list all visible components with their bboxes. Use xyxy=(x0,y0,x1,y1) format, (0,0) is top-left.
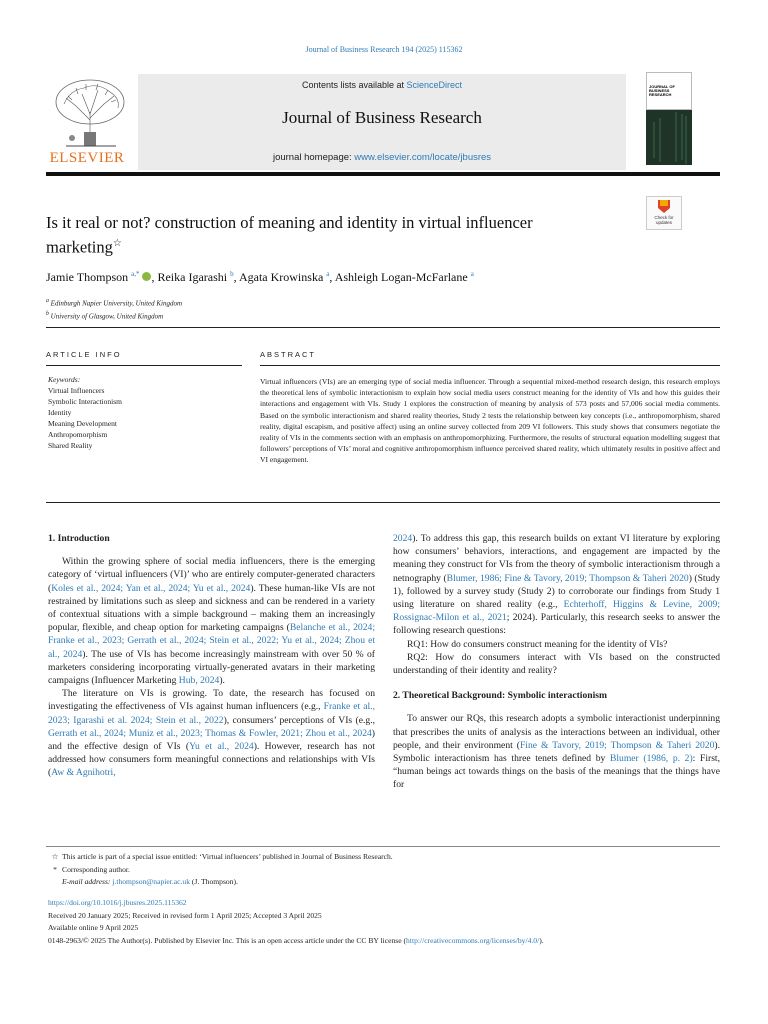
body-paragraph: Within the growing sphere of social media influencers, there is the emerging category of ‘virtual influencers (VI)’ who are entirely computer-generated characters (Koles et al., 2024; Yan et al., 2024; Yu et al., 2024). These human-like VIs are not restrained by limitations such as sleep and sickness and can be rendered in a variety of contextual situations with a simple background – making them an increasingly popular, flexible, and cheap option for marketing campaigns (Belanche et al., 2024; Franke et al., 2023; Gerrath et al., 2024; Stein et al., 2022; Yu et al., 2024; Zhou et al., 2024). The use of VIs has become increasingly mainstream with over 50 % of marketers considering incorporating virtually-generated avatars in their marketing campaigns (Influencer Marketing Hub, 2024). xyxy=(48,556,375,687)
citation-link[interactable]: Franke et al., 2023; Igarashi et al. 2024; Stein et al., 2022 xyxy=(48,701,375,726)
keywords-block xyxy=(48,374,122,451)
keyword: Virtual Influencers xyxy=(48,386,105,395)
article-info-heading: ARTICLE INFO xyxy=(46,350,122,359)
keyword: Shared Reality xyxy=(48,441,93,450)
keyword: Symbolic Interactionism xyxy=(48,397,122,406)
elsevier-tree-icon xyxy=(46,76,128,150)
citation-link[interactable]: Echterhoff, Higgins & Levine, 2009; Rossignac-Milon et al., 2021 xyxy=(393,599,720,624)
received-dates: Received 20 January 2025; Received in revised form 1 April 2025; Accepted 3 April 2025 xyxy=(48,910,322,920)
header-divider xyxy=(46,172,720,176)
author-name[interactable]: Agata Krowinska xyxy=(238,270,324,284)
article-info-divider xyxy=(46,365,242,366)
citation-link[interactable]: Gerrath et al., 2024; Muniz et al., 2023; Thomas & Fowler, 2021; Zhou et al., 2024 xyxy=(48,727,372,739)
journal-cover-image[interactable] xyxy=(646,72,692,165)
journal-title: Journal of Business Research xyxy=(282,108,482,127)
author-list: Jamie Thompson $^{a,*}$ , Reika Igarashi $^b$, Agata Krowinska $^a$, Ashleigh Logan-McFarlane $^a$ xyxy=(46,270,474,284)
footnote-corresponding: Corresponding author. xyxy=(62,864,130,874)
footnotes: ☆ This article is part of a special issue entitled: ‘Virtual influencers’ published in Journal of Business Research. * Corresponding author. E-mail address: j.thompson@napier.ac.uk (J. Thompson). xyxy=(51,852,393,886)
abstract-divider xyxy=(260,365,720,366)
section-heading-theory: 2. Theoretical Background: Symbolic interactionism xyxy=(393,690,607,702)
journal-reference[interactable]: Journal of Business Research 194 (2025) 115362 xyxy=(305,45,463,54)
author-name[interactable]: Reika Igarashi xyxy=(157,270,228,284)
keywords-label: Keywords: xyxy=(48,375,81,384)
available-online: Available online 9 April 2025 xyxy=(48,923,139,932)
affiliations: $^a$ Edinburgh Napier University, United Kingdom $^b$ University of Glasgow, United Kingdom xyxy=(46,298,183,321)
homepage-link[interactable]: www.elsevier.com/locate/jbusres xyxy=(354,152,492,163)
section-divider xyxy=(46,327,720,328)
footnote-special-issue: This article is part of a special issue entitled: ‘Virtual influencers’ published in Journal of Business Research. xyxy=(62,852,393,861)
check-for-updates-badge[interactable] xyxy=(646,196,682,230)
orcid-icon[interactable] xyxy=(142,272,151,281)
citation-link[interactable]: Blumer, 1986; Fine & Tavory, 2019; Thompson & Taheri 2020 xyxy=(446,572,689,584)
publisher-wordmark: ELSEVIER xyxy=(49,150,125,166)
publication-info: https://doi.org/10.1016/j.jbusres.2025.115362 Received 20 January 2025; Received in revised form 1 April 2025; Accepted 3 April 2025 Available online 9 April 2025 0148-2963/© 2025 The Author(s). Published by Elsevier Inc. This is an open access article under the CC BY license (http://creativecommons.org/licenses/by/4.0/). xyxy=(48,897,728,947)
section-heading-introduction: 1. Introduction xyxy=(48,533,110,544)
research-question-1: RQ1: How do consumers construct meaning for the identity of VIs? xyxy=(407,638,668,650)
keyword: Meaning Development xyxy=(48,419,117,428)
check-updates-label: Check for updates xyxy=(654,215,674,225)
abstract-bottom-divider xyxy=(46,502,720,503)
doi-link[interactable]: https://doi.org/10.1016/j.jbusres.2025.115362 xyxy=(48,898,187,907)
abstract-text: Virtual influencers (VIs) are an emerging type of social media influencer. Through a sequential mixed-method research design, this research employs the theoretical lens of symbolic interactionism to explain how social media users construct meaning for the identity of VIs and how this guides their interactions and engagement with VIs. Study 1 explores the construction of meaning by analysis of 573 posts and 57,006 social media comments. Based on the symbolic interactionism and shared reality theories, Study 2 tests the relationship between key concepts (i.e., anthropomorphism, shared reality, digital escapism, and positive affect) using an online survey collected from 209 VI followers. This study shows that consumers negotiate the reality of VIs in the comments section with an emphasis on anthropomorphizing. Furthermore, the results of structural equation modelling suggest that followers’ perceptions of VIs’ moral and cognitive anthropomorphism influence perceived shared reality, which ultimately results in positive affect and VI engagement. xyxy=(260,377,720,465)
contents-line: Contents lists available at ScienceDirect xyxy=(301,80,463,90)
body-column-left xyxy=(48,532,375,780)
keyword: Anthropomorphism xyxy=(48,430,108,439)
citation-link[interactable]: Aw & Agnihotri, xyxy=(51,767,116,779)
cover-title: JOURNAL OF BUSINESS RESEARCH xyxy=(649,84,675,97)
citation-link[interactable]: Yu et al., 2024 xyxy=(189,741,254,753)
author-name[interactable]: Jamie Thompson xyxy=(46,270,129,284)
citation-link[interactable]: Fine & Tavory, 2019; Thompson & Taheri 2020 xyxy=(519,739,715,751)
citation-link[interactable]: Koles et al., 2024; Yan et al., 2024; Yu et al., 2024 xyxy=(51,582,251,594)
citation-link[interactable]: Blumer (1986, p. 2) xyxy=(609,753,693,765)
citation-link[interactable]: 2024 xyxy=(393,533,413,544)
abstract-heading: ABSTRACT xyxy=(260,350,317,359)
sciencedirect-link[interactable]: ScienceDirect xyxy=(406,80,463,90)
keyword: Identity xyxy=(48,408,72,417)
research-question-2: RQ2: How do consumers interact with VIs based on the constructed understanding of their identity and reality? xyxy=(393,651,720,677)
article-title: Is it real or not? construction of meaning and identity in virtual influencer marketing☆ xyxy=(46,213,533,257)
body-column-right xyxy=(393,532,720,792)
author-name[interactable]: Ashleigh Logan-McFarlane xyxy=(334,270,468,284)
homepage-line: journal homepage: www.elsevier.com/locate/jbusres xyxy=(272,152,492,163)
check-updates-icon xyxy=(647,197,681,217)
citation-link[interactable]: Hub, 2024 xyxy=(178,675,220,687)
citation-link[interactable]: Belanche et al., 2024; Franke et al., 2023; Gerrath et al., 2024; Stein et al., 2022; Yu et al., 2024; Zhou et al., 2024 xyxy=(48,622,375,660)
cover-pattern-icon xyxy=(646,72,692,165)
author-email-link[interactable]: j.thompson@napier.ac.uk xyxy=(112,877,190,886)
footnote-divider xyxy=(46,846,720,847)
title-footnote-mark[interactable]: ☆ xyxy=(112,238,122,249)
body-paragraph: The literature on VIs is growing. To date, the research has focused on investigating the effectiveness of VIs against human influencers (e.g., Franke et al., 2023; Igarashi et al. 2024; Stein et al., 2022), consumers’ perceptions of VIs (e.g., Gerrath et al., 2024; Muniz et al., 2023; Thomas & Fowler, 2021; Zhou et al., 2024) and the effective design of VIs (Yu et al., 2024). However, research has not addressed how consumers form meaningful connections and relationships with VIs (Aw & Agnihotri, xyxy=(48,688,375,779)
body-paragraph: To answer our RQs, this research adopts a symbolic interactionist underpinning that prescribes the units of analysis as the interactions between an individual, other people, and their environment (Fine & Tavory, 2019; Thompson & Taheri 2020). Symbolic interactionism has three tenets defined by Blumer (1986, p. 2): First, “human beings act towards things on the basis of the meanings that the things have for xyxy=(393,713,720,791)
body-paragraph: 2024). To address this gap, this research builds on extant VI literature by exploring how consumers’ behaviors, interactions, and engagement are impacted by the meaning they construct for VIs from the theory of symbolic interactionism through a netnography (Blumer, 1986; Fine & Tavory, 2019; Thompson & Taheri 2020) (Study 1), followed by a survey study (Study 2) to corroborate our findings from Study 1 using literature on shared reality (e.g., Echterhoff, Higgins & Levine, 2009; Rossignac-Milon et al., 2021; 2024). Particularly, this research seeks to answer the following research questions: xyxy=(393,533,720,637)
license-link[interactable]: http://creativecommons.org/licenses/by/4.0/ xyxy=(406,935,540,945)
